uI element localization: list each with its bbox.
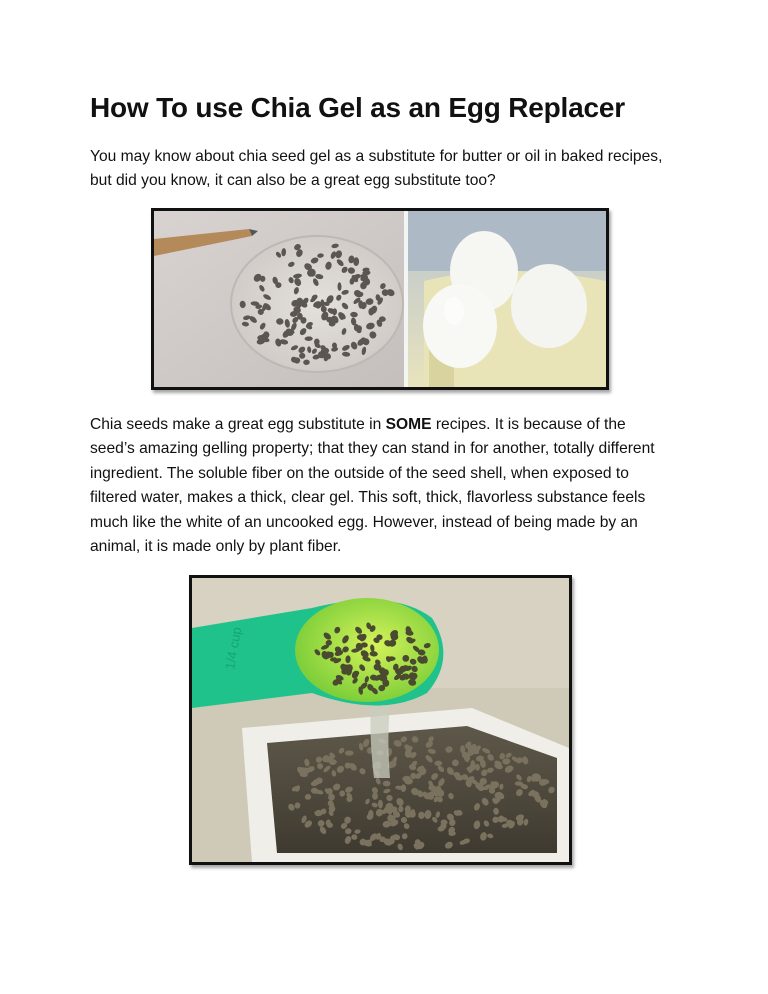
chia-seed [329,319,335,327]
body-text-after: recipes. It is because of the seed’s amazing gelling property; that they can stand in for another, totally different ingredient. The soluble fiber on the outside of the seed shell, when exposed to filtered water, makes a thick, clear gel. This soft, thick, flavorless substance feels much like the white of an uncooked egg. However, instead of being made by an animal, it is made only by plant fiber. [90,416,655,556]
chia-seed [515,781,523,785]
measuring-cup-pouring-chia-photo [189,575,572,865]
body-text-before: Chia seeds make a great egg substitute in [90,416,386,433]
chia-seed [301,768,310,775]
body-paragraph [90,413,670,559]
chia-gel-and-eggs-photo [151,208,609,390]
body-bold-word: SOME [385,416,432,433]
cup-marking: 1/4 cup [222,625,245,671]
page-title: How To use Chia Gel as an Egg Replacer [90,92,625,123]
chia-seed [311,782,317,787]
chia-seed [345,750,354,755]
intro-paragraph: You may know about chia seed gel as a substitute for butter or oil in baked recipes, but did you know, it can also be a great egg substitute too? [90,148,663,190]
